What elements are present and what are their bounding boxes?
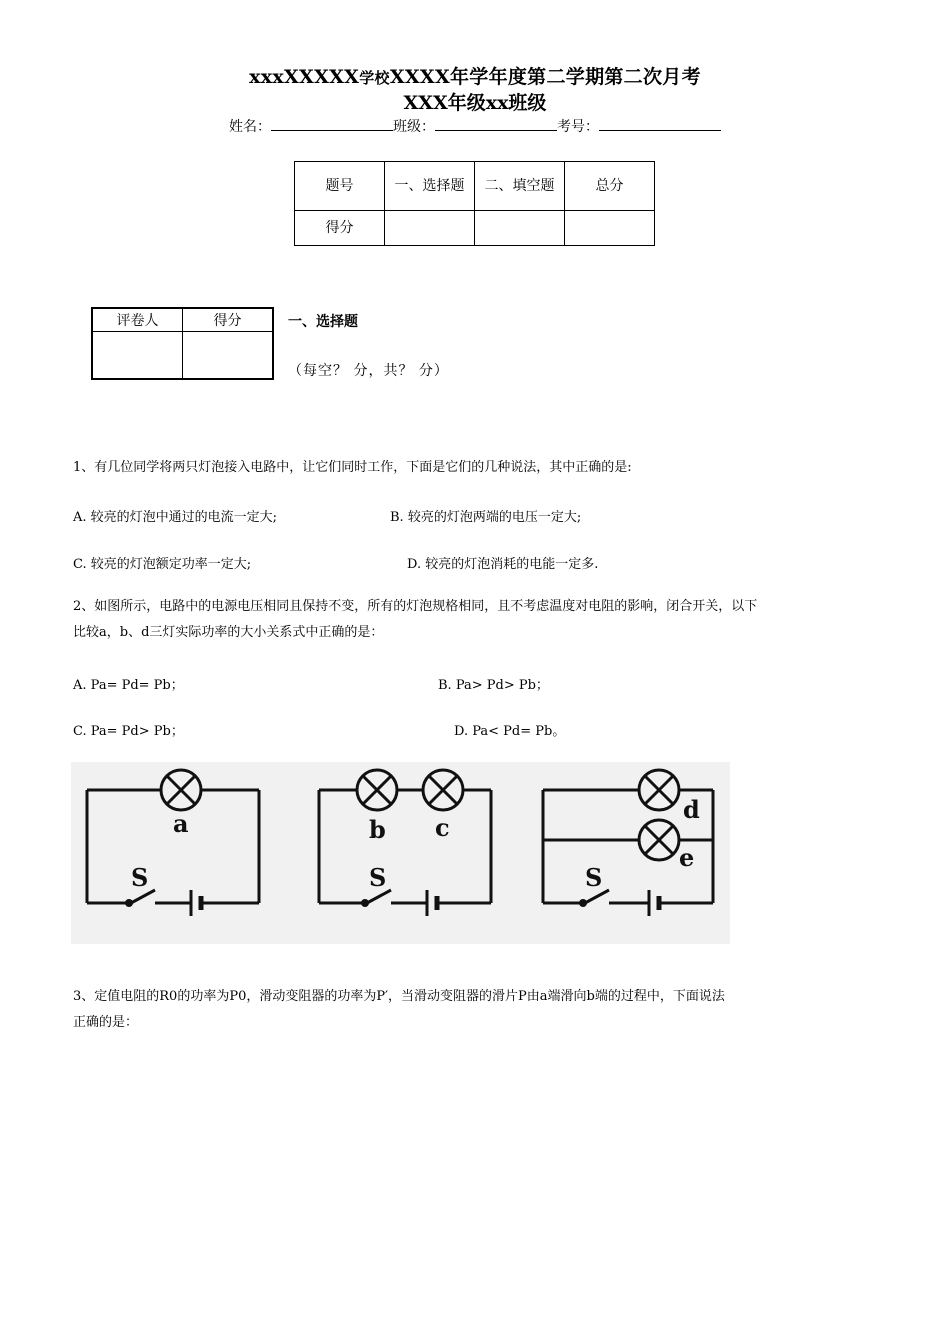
label-e: e [679, 843, 695, 872]
label-a: a [173, 809, 189, 838]
title-school-name: xxxXXXXX [249, 66, 360, 88]
question-1-option-a: A. 较亮的灯泡中通过的电流一定大; [73, 510, 278, 525]
score-header-question-no: 题号 [295, 162, 385, 211]
circuit-2 [319, 770, 491, 916]
grader-cell[interactable] [92, 332, 183, 380]
score-header-fill: 二、填空题 [475, 162, 565, 211]
label-s-3: S [585, 863, 603, 892]
student-info-line [0, 116, 950, 136]
circuit-1 [87, 770, 259, 916]
score-header-total: 总分 [565, 162, 655, 211]
question-1-text: 1、有几位同学将两只灯泡接入电路中，让它们同时工作，下面是它们的几种说法，其中正确的是: [73, 460, 632, 475]
grader-table [91, 307, 274, 380]
score-row-label: 得分 [295, 211, 385, 246]
label-s-2: S [369, 863, 387, 892]
exam-no-blank[interactable] [599, 118, 721, 131]
score-header-choice: 一、选择题 [385, 162, 475, 211]
grader-score-header: 得分 [183, 308, 274, 332]
class-blank[interactable] [435, 118, 557, 131]
exam-subtitle: XXX年级xx班级 [403, 92, 547, 114]
question-3-text-line1: 3、定值电阻的R0的功率为P0，滑动变阻器的功率为P′，当滑动变阻器的滑片P由a端滑向b端的过程中，下面说法 [73, 989, 725, 1004]
name-blank[interactable] [271, 118, 393, 131]
circuit-diagram-svg [71, 762, 730, 944]
question-2-option-d: D. Pa< Pd= Pb。 [454, 724, 566, 739]
class-label: 班级： [393, 119, 435, 135]
question-1-option-d: D. 较亮的灯泡消耗的电能一定多. [407, 557, 599, 572]
exam-no-label: 考号： [557, 119, 599, 135]
section-subtitle: （每空？ 分，共？ 分） [288, 363, 449, 379]
score-cell-choice[interactable] [385, 211, 475, 246]
score-cell-fill[interactable] [475, 211, 565, 246]
score-table [294, 161, 655, 246]
score-cell-total[interactable] [565, 211, 655, 246]
grader-score-cell[interactable] [183, 332, 274, 380]
question-2-option-b: B. Pa> Pd> Pb； [438, 678, 549, 693]
grader-header: 评卷人 [92, 308, 183, 332]
exam-title [0, 62, 950, 89]
question-1-option-c: C. 较亮的灯泡额定功率一定大; [73, 557, 252, 572]
label-d: d [683, 795, 700, 824]
title-term: XXXX年学年度第二学期第二次月考 [389, 66, 701, 88]
section-title: 一、选择题 [288, 314, 358, 330]
label-b: b [369, 815, 386, 844]
question-2-option-a: A. Pa= Pd= Pb； [73, 678, 184, 693]
circuit-diagram [71, 762, 730, 944]
title-school-word: 学校 [359, 69, 390, 87]
question-1-option-b: B. 较亮的灯泡两端的电压一定大; [390, 510, 582, 525]
question-2-option-c: C. Pa= Pd> Pb； [73, 724, 184, 739]
label-s-1: S [131, 863, 149, 892]
question-2-text-line1: 2、如图所示，电路中的电源电压相同且保持不变，所有的灯泡规格相同，且不考虑温度对电阻的影响，闭合开关，以下 [73, 599, 758, 614]
question-3-text-line2: 正确的是： [73, 1015, 139, 1030]
label-c: c [435, 813, 450, 842]
question-2-text-line2: 比较a，b、d三灯实际功率的大小关系式中正确的是： [73, 625, 384, 640]
name-label: 姓名： [229, 119, 271, 135]
